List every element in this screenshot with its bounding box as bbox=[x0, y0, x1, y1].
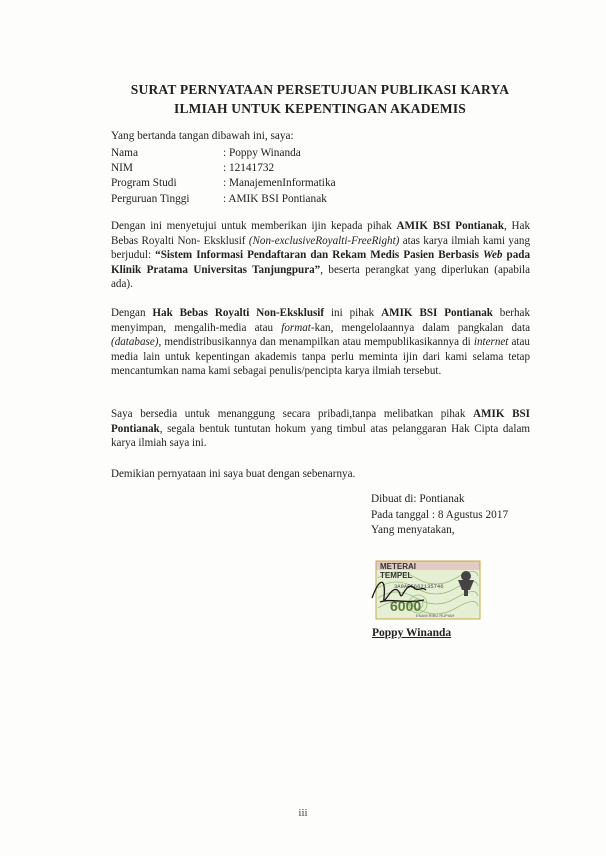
identity-value: : 12141732 bbox=[223, 162, 275, 175]
revenue-stamp-icon bbox=[366, 558, 486, 622]
svg-text:ENAM RIBU RUPIAH: ENAM RIBU RUPIAH bbox=[416, 613, 455, 618]
svg-text:TEMPEL: TEMPEL bbox=[380, 571, 413, 580]
svg-text:METERAI: METERAI bbox=[380, 562, 416, 571]
identity-label: NIM bbox=[111, 162, 133, 175]
identity-label: Nama bbox=[111, 147, 138, 159]
identity-value: : AMIK BSI Pontianak bbox=[223, 192, 327, 205]
identity-row-name bbox=[111, 146, 336, 161]
document-title bbox=[100, 80, 540, 118]
svg-text:3A9AEF662135746: 3A9AEF662135746 bbox=[394, 583, 444, 590]
identity-value: : ManajemenInformatika bbox=[223, 177, 336, 190]
identity-table bbox=[111, 146, 336, 207]
signature-place: Dibuat di: Pontianak bbox=[371, 493, 465, 505]
signer-name: Poppy Winanda bbox=[372, 627, 452, 639]
title-line-2: ILMIAH UNTUK KEPENTINGAN AKADEMIS bbox=[173, 101, 466, 116]
paragraph-liability: Saya bersedia untuk menanggung secara pribadi,tanpa melibatkan pihak AMIK BSI Pontianak, segala bentuk tuntutan hokum yang timbul atas pelanggaran Hak Cipta dalam karya ilmiah saya ini. bbox=[111, 408, 530, 450]
paragraph-closing: Demikian pernyataan ini saya buat dengan sebenarnya. bbox=[111, 468, 356, 480]
page-number: iii bbox=[298, 807, 308, 819]
signature-block bbox=[371, 492, 508, 539]
title-line-1: SURAT PERNYATAAN PERSETUJUAN PUBLIKASI KARYA bbox=[130, 82, 510, 97]
paragraph-rights: Dengan Hak Bebas Royalti Non-Eksklusif ini pihak AMIK BSI Pontianak berhak menyimpan, mengalih-media atau format-kan, mengelolaannya dalam pangkalan data (database), mendistribusikannya dan menampilkan atau mempublikasikannya di internet atau media lain untuk kepentingan akademis tanpa perlu meminta ijin dari kami selama tetap mencantumkan nama kami sebagai penulis/pencipta karya ilmiah tersebut. bbox=[111, 307, 530, 378]
identity-value: : Poppy Winanda bbox=[223, 147, 301, 159]
identity-row-nim bbox=[111, 161, 336, 176]
signature-declarant: Yang menyatakan, bbox=[371, 524, 455, 536]
identity-label: Program Studi bbox=[111, 177, 177, 190]
identity-row-institution bbox=[111, 192, 336, 207]
identity-row-program bbox=[111, 176, 336, 191]
identity-label: Perguruan Tinggi bbox=[111, 192, 190, 205]
svg-text:6000: 6000 bbox=[390, 598, 422, 614]
signature-date: Pada tanggal : 8 Agustus 2017 bbox=[371, 508, 509, 521]
revenue-stamp bbox=[366, 558, 486, 622]
paragraph-consent: Dengan ini menyetujui untuk memberikan ijin kepada pihak AMIK BSI Pontianak, Hak Bebas Royalti Non- Eksklusif (Non-exclusiveRoyalti-FreeRight) atas karya ilmiah kami yang berjudul: “Sistem Informasi Pendaftaran dan Rekam Medis Pasien Berbasis Web pada Klinik Pratama Universitas Tanjungpura”, beserta perangkat yang diperlukan (apabila ada). bbox=[111, 220, 530, 291]
intro-text: Yang bertanda tangan dibawah ini, saya: bbox=[111, 130, 294, 142]
